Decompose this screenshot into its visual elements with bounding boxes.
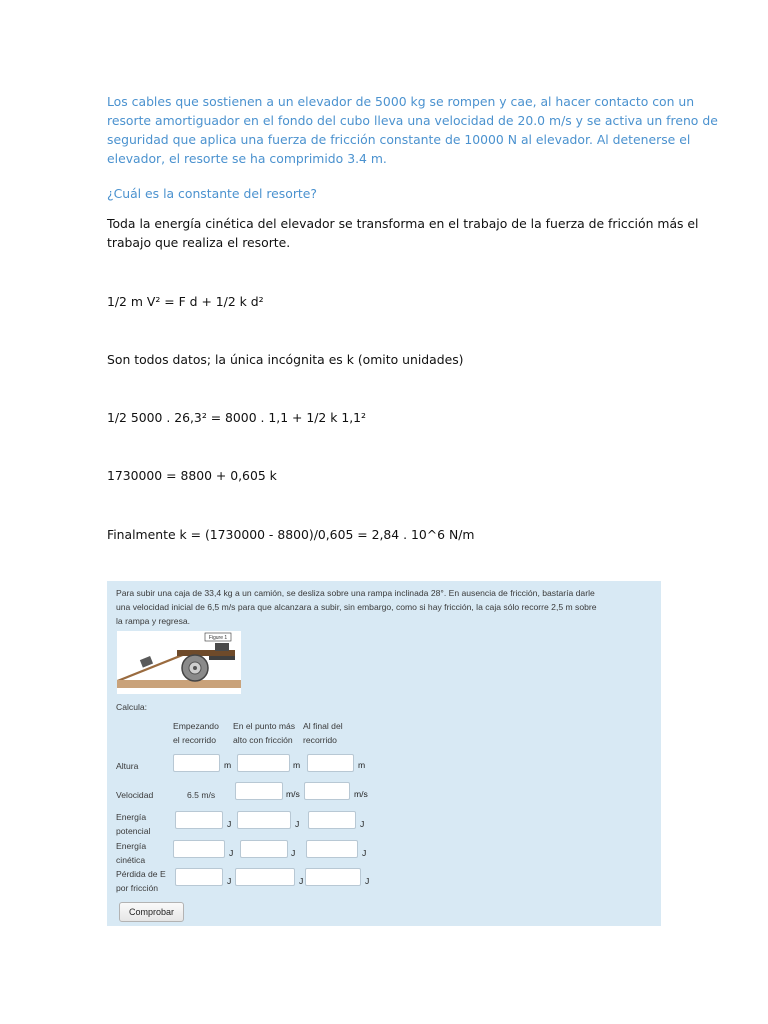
- row-label-altura: Altura: [116, 761, 139, 771]
- solution-equation: 1/2 m V² = F d + 1/2 k d²: [107, 294, 264, 309]
- altura-final-input[interactable]: [307, 754, 354, 772]
- unit-j: J: [291, 848, 296, 858]
- unit-j: J: [360, 819, 365, 829]
- column-3-header-line-1: Al final del: [303, 721, 343, 731]
- problem-line-4: elevador, el resorte se ha comprimido 3.4 m.: [107, 151, 387, 166]
- unit-ms: m/s: [354, 789, 368, 799]
- perdida-final-input[interactable]: [305, 868, 361, 886]
- row-label-energia-cinetica-line-2: cinética: [116, 855, 146, 865]
- calcula-label: Calcula:: [116, 702, 148, 712]
- comprobar-button[interactable]: Comprobar: [119, 902, 184, 922]
- ramp-truck-illustration: [117, 631, 241, 694]
- row-label-perdida-line-2: por fricción: [116, 883, 159, 893]
- unit-j: J: [295, 819, 300, 829]
- unit-j: J: [362, 848, 367, 858]
- perdida-punto-alto-input[interactable]: [235, 868, 295, 886]
- column-1-header-line-1: Empezando: [173, 721, 219, 731]
- problem-question: ¿Cuál es la constante del resorte?: [107, 186, 317, 201]
- exercise-text-line-3: la rampa y regresa.: [116, 616, 191, 626]
- solution-intro-line-2: trabajo que realiza el resorte.: [107, 235, 291, 250]
- unit-m: m: [293, 760, 301, 770]
- unit-j: J: [229, 848, 234, 858]
- unit-j: J: [227, 876, 232, 886]
- unit-j: J: [227, 819, 232, 829]
- unit-m: m: [358, 760, 366, 770]
- row-label-energia-cinetica-line-1: Energía: [116, 841, 147, 851]
- solution-note: Son todos datos; la única incógnita es k (omito unidades): [107, 352, 464, 367]
- row-label-perdida-line-1: Pérdida de E: [116, 869, 166, 879]
- figure-label: Figure 1: [208, 635, 228, 641]
- problem-line-3: seguridad que aplica una fuerza de fricción constante de 10000 N al elevador. Al detenerse el: [107, 132, 691, 147]
- column-3-header-line-2: recorrido: [303, 735, 337, 745]
- ep-inicio-input[interactable]: [175, 811, 223, 829]
- problem-line-1: Los cables que sostienen a un elevador de 5000 kg se rompen y cae, al hacer contacto con un: [107, 94, 695, 109]
- row-label-velocidad: Velocidad: [116, 790, 154, 800]
- ep-punto-alto-input[interactable]: [237, 811, 291, 829]
- unit-j: J: [299, 876, 304, 886]
- altura-inicio-input[interactable]: [173, 754, 220, 772]
- perdida-inicio-input[interactable]: [175, 868, 223, 886]
- velocidad-final-input[interactable]: [304, 782, 350, 800]
- ep-final-input[interactable]: [308, 811, 356, 829]
- row-label-energia-potencial-line-2: potencial: [116, 826, 151, 836]
- unit-j: J: [365, 876, 370, 886]
- ec-inicio-input[interactable]: [173, 840, 225, 858]
- velocidad-punto-alto-input[interactable]: [235, 782, 283, 800]
- solution-intro-line-1: Toda la energía cinética del elevador se transforma en el trabajo de la fuerza de fricción más el: [107, 216, 699, 231]
- solution-final: Finalmente k = (1730000 - 8800)/0,605 = 2,84 . 10^6 N/m: [107, 527, 475, 542]
- exercise-panel: [107, 581, 661, 926]
- velocidad-inicial-value: 6.5 m/s: [187, 790, 216, 800]
- row-label-energia-potencial-line-1: Energía: [116, 812, 147, 822]
- column-2-header-line-1: En el punto más: [233, 721, 296, 731]
- solution-step-2: 1730000 = 8800 + 0,605 k: [107, 468, 277, 483]
- column-2-header-line-2: alto con fricción: [233, 735, 293, 745]
- unit-ms: m/s: [286, 789, 300, 799]
- exercise-text-line-1: Para subir una caja de 33,4 kg a un camión, se desliza sobre una rampa inclinada 28°. En ausencia de fricción, bastaría darle: [116, 588, 595, 598]
- ec-final-input[interactable]: [306, 840, 358, 858]
- unit-m: m: [224, 760, 232, 770]
- altura-punto-alto-input[interactable]: [237, 754, 290, 772]
- problem-line-2: resorte amortiguador en el fondo del cubo lleva una velocidad de 20.0 m/s y se activa un freno de: [107, 113, 718, 128]
- ramp-truck-figure: [117, 631, 241, 694]
- exercise-text-line-2: una velocidad inicial de 6,5 m/s para que alcanzara a subir, sin embargo, como si hay fricción, la caja sólo recorre 2,5 m sobre: [116, 602, 597, 612]
- column-1-header-line-2: el recorrido: [173, 735, 216, 745]
- solution-step-1: 1/2 5000 . 26,3² = 8000 . 1,1 + 1/2 k 1,1²: [107, 410, 367, 425]
- ec-punto-alto-input[interactable]: [240, 840, 288, 858]
